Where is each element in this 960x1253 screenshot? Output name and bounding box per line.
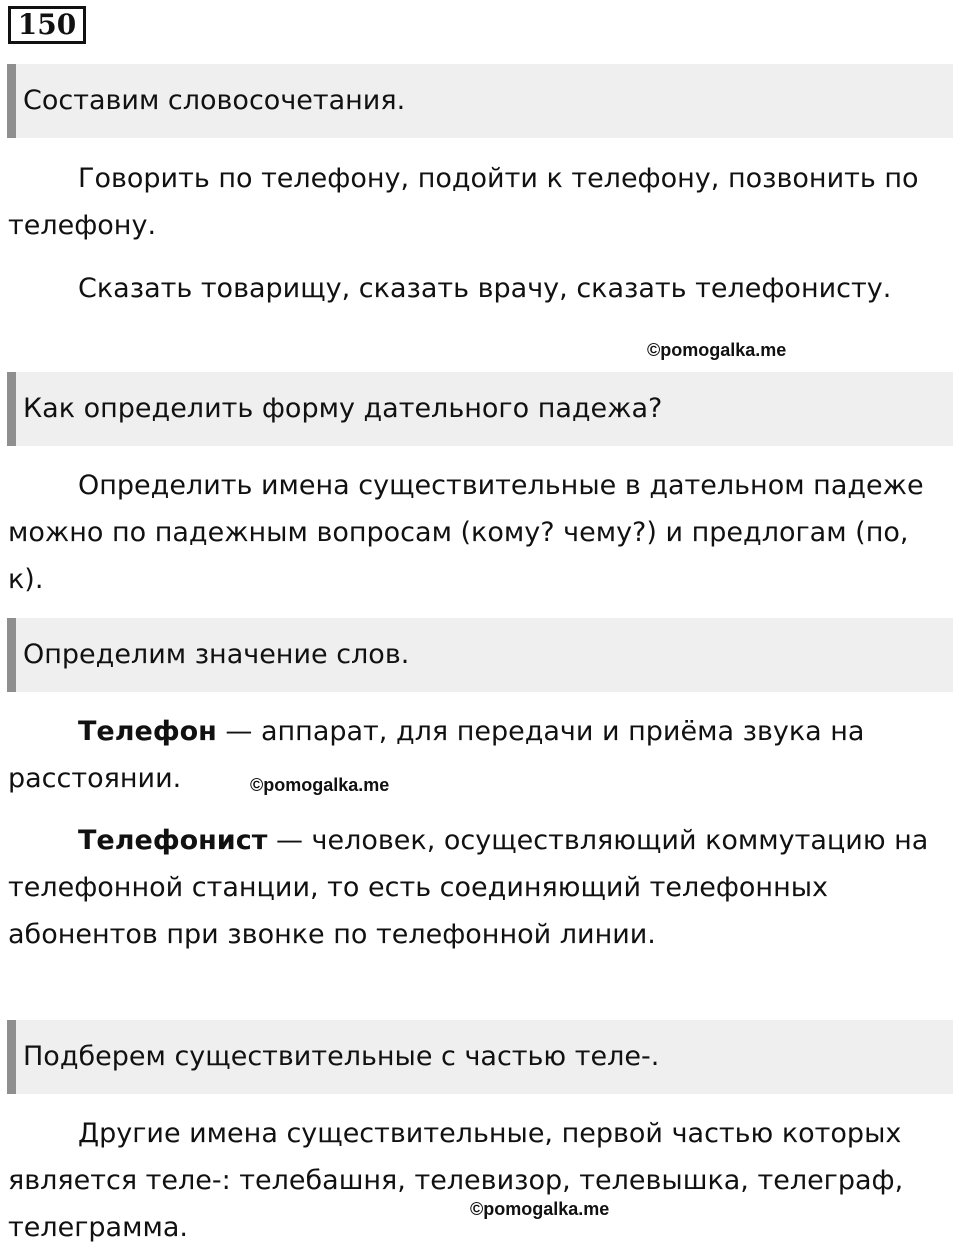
term-telephonist: Телефонист bbox=[78, 825, 268, 856]
section-header-dative-case: Как определить форму дательного падежа? bbox=[7, 372, 953, 446]
section-header-tele-nouns: Подберем существительные с частью теле-. bbox=[7, 1020, 953, 1094]
definition-telephone bbox=[8, 708, 938, 802]
task-number: 150 bbox=[8, 6, 86, 44]
definition-telephonist-text: — человек, осуществляющий коммутацию на телефонной станции, то есть соединяющий телефонных абонентов при звонке по телефонной линии. bbox=[8, 825, 929, 950]
definition-telephone-text: — аппарат, для передачи и приёма звука на расстоянии. bbox=[8, 716, 865, 794]
paragraph-tele-nouns: Другие имена существительные, первой частью которых является теле-: телебашня, телевизор, телевышка, телеграф, телеграмма. bbox=[8, 1118, 904, 1243]
section-header-word-meaning: Определим значение слов. bbox=[7, 618, 953, 692]
watermark: ©pomogalka.me bbox=[250, 775, 390, 795]
paragraph-dative-case: Определить имена существительные в дательном падеже можно по падежным вопросам (кому? чему?) и предлогам (по, к). bbox=[8, 470, 924, 595]
section-header-collocations: Составим словосочетания. bbox=[7, 64, 953, 138]
definition-telephonist bbox=[8, 817, 938, 958]
watermark: ©pomogalka.me bbox=[647, 340, 787, 360]
paragraph-collocations-2: Сказать товарищу, сказать врачу, сказать телефонисту. bbox=[78, 273, 892, 304]
paragraph-collocations-1: Говорить по телефону, подойти к телефону, позвонить по телефону. bbox=[8, 163, 919, 241]
term-telephone: Телефон bbox=[78, 716, 217, 747]
watermark: ©pomogalka.me bbox=[470, 1199, 610, 1219]
